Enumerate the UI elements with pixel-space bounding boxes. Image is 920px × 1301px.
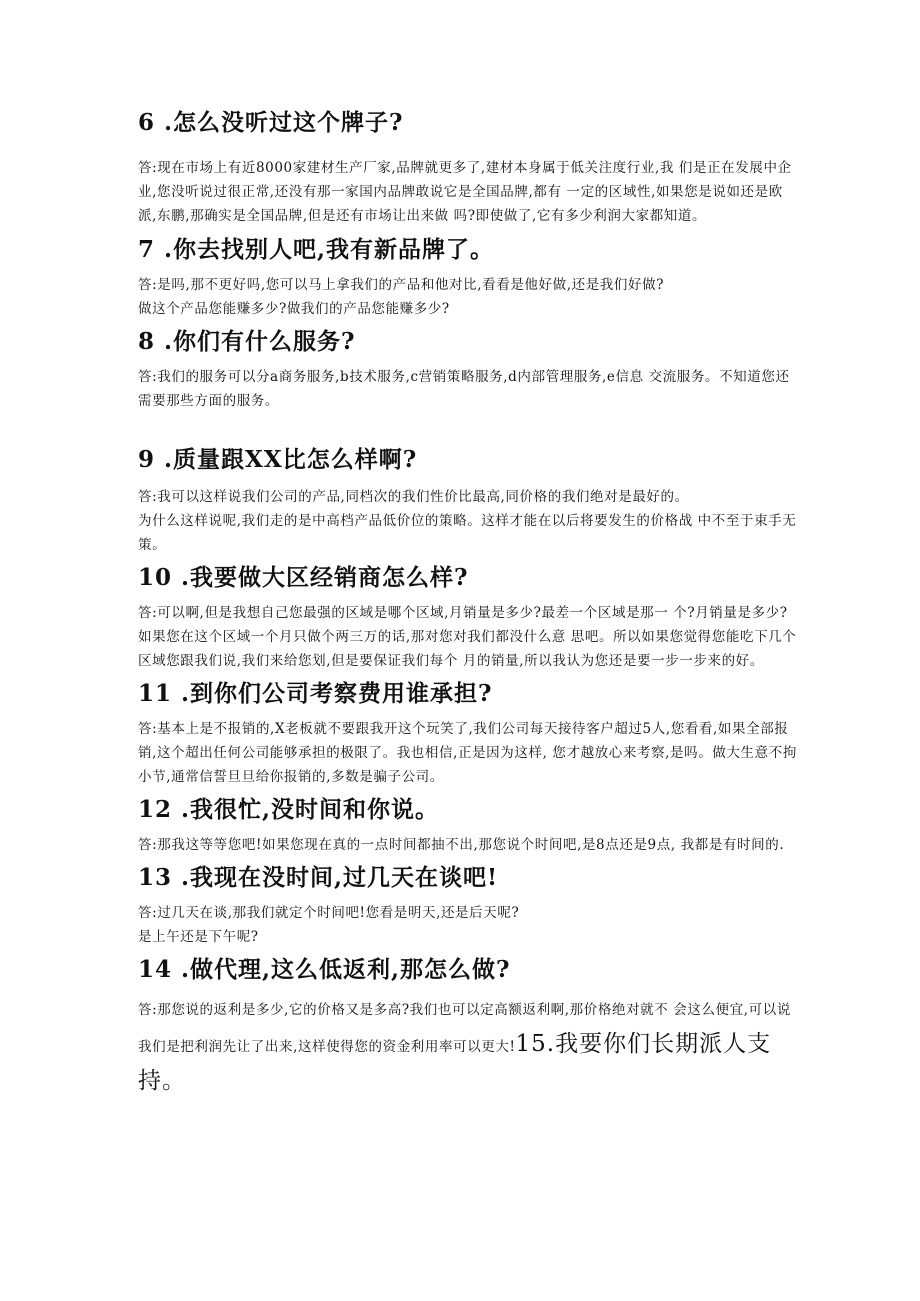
answer-12 (138, 833, 798, 857)
answer-9 (138, 485, 798, 557)
answer-13-para-1: 答:过几天在谈,那我们就定个时间吧!您看是明天,还是后天呢? (138, 905, 520, 921)
answer-14 (138, 993, 798, 1101)
answer-14-text: 答:那您说的返利是多少,它的价格又是多高?我们也可以定高额返利啊,那价格绝对就不 会这么便宜,可以说我们是把利润先让了出来,这样使得您的资金利用率可以更大! (138, 1002, 791, 1055)
document-page (138, 96, 798, 1101)
question-9: 9 .质量跟XX比怎么样啊? (138, 446, 418, 473)
answer-8-para-1: 答:我们的服务可以分a商务服务,b技术服务,c营销策略服务,d内部管理服务,e信息 交流服务。不知道您还需要那些方面的服务。 (138, 369, 790, 409)
answer-7-para-2: 做这个产品您能赚多少?做我们的产品您能赚多少? (138, 301, 450, 317)
answer-13-para-2: 是上午还是下午呢? (138, 929, 259, 945)
answer-12-para-1: 答:那我这等等您吧!如果您现在真的一点时间都抽不出,那您说个时间吧,是8点还是9点, 我都是有时间的. (138, 837, 785, 853)
answer-7-para-1: 答:是吗,那不更好吗,您可以马上拿我们的产品和他对比,看看是他好做,还是我们好做? (138, 277, 665, 293)
answer-11 (138, 717, 798, 789)
question-11: 11 .到你们公司考察费用谁承担? (138, 680, 493, 707)
answer-13 (138, 901, 798, 949)
answer-6-para-1: 答:现在市场上有近8000家建材生产厂家,品牌就更多了,建材本身属于低关注度行业,我 们是正在发展中企业,您没听说过很正常,还没有那一家国内品牌敢说它是全国品牌,都有 一定的区域性,如果您是说如还是欧派,东鹏,那确实是全国品牌,但是还有市场让出来做 吗?即使做了,它有多少利润大家都知道。 (138, 160, 792, 224)
answer-10 (138, 601, 798, 673)
question-15-inline: 15.我要你们长期派人支持。 (138, 1031, 772, 1094)
answer-8 (138, 365, 798, 413)
question-13: 13 .我现在没时间,过几天在谈吧! (138, 864, 499, 891)
question-10: 10 .我要做大区经销商怎么样? (138, 564, 469, 591)
answer-14-para-1 (138, 993, 798, 1101)
answer-9-para-2: 为什么这样说呢,我们走的是中高档产品低价位的策略。这样才能在以后将要发生的价格战 中不至于束手无策。 (138, 513, 797, 553)
question-14: 14 .做代理,这么低返利,那怎么做? (138, 956, 511, 983)
question-8: 8 .你们有什么服务? (138, 328, 356, 355)
question-7: 7 .你去找别人吧,我有新品牌了。 (138, 236, 495, 263)
answer-9-para-1: 答:我可以这样说我们公司的产品,同档次的我们性价比最高,同价格的我们绝对是最好的。 (138, 489, 689, 505)
question-12: 12 .我很忙,没时间和你说。 (138, 796, 440, 823)
answer-10-para-1: 答:可以啊,但是我想自己您最强的区域是哪个区域,月销量是多少?最差一个区域是那一 个?月销量是多少?如果您在这个区域一个月只做个两三万的话,那对您对我们都没什么意 思吧。所以如果您觉得您能吃下几个区域您跟我们说,我们来给您划,但是要保证我们每个 月的销量,所以我认为您还是要一步一步来的好。 (138, 605, 797, 669)
answer-7 (138, 273, 798, 321)
answer-6 (138, 156, 798, 228)
answer-11-para-1: 答:基本上是不报销的,X老板就不要跟我开这个玩笑了,我们公司每天接待客户超过5人,您看看,如果全部报销,这个超出任何公司能够承担的极限了。我也相信,正是因为这样, 您才越放心来考察,是吗。做大生意不拘小节,通常信誓旦旦给你报销的,多数是骗子公司。 (138, 721, 797, 785)
question-6: 6 .怎么没听过这个牌子? (138, 109, 404, 136)
